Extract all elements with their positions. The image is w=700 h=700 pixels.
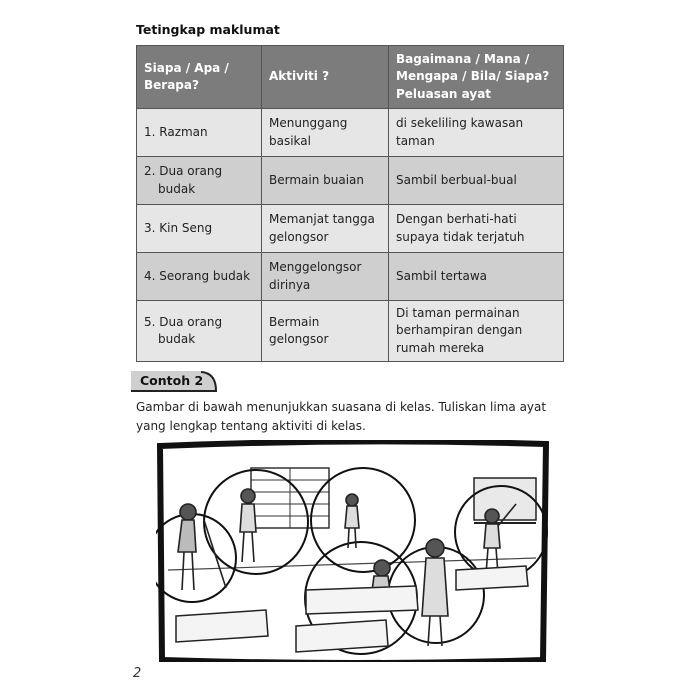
cell-line: budak <box>158 181 196 196</box>
header-line: Bagaimana / Mana / <box>396 51 530 66</box>
cell-line: 2. Dua orang <box>144 164 223 179</box>
header-line: Berapa? <box>144 78 199 92</box>
page-number: 2 <box>133 666 142 681</box>
cell-who <box>137 109 262 157</box>
cell-line: 5. Dua orang <box>144 314 223 329</box>
cell-line: gelongsor <box>269 229 329 244</box>
cell-line: budak <box>158 332 196 347</box>
header-line: Peluasan ayat <box>396 86 492 101</box>
cell-line: 4. Seorang budak <box>144 268 251 283</box>
cell-line: Memanjat tangga <box>269 212 375 227</box>
cell-line: rumah mereka <box>396 340 485 355</box>
table-row <box>137 301 564 362</box>
cell-extension <box>389 157 564 205</box>
instruction-text: Gambar di bawah menunjukkan suasana di kelas. Tuliskan lima ayat yang lengkap tentang aktiviti di kelas. <box>136 400 547 433</box>
table-row <box>137 157 564 205</box>
cell-line: taman <box>396 133 435 148</box>
cell-line: Di taman permainan <box>396 306 520 320</box>
example-heading <box>131 371 217 392</box>
table-row <box>137 205 564 253</box>
cell-line: di sekeliling kawasan <box>396 116 524 131</box>
classroom-illustration <box>156 440 549 662</box>
cell-line: 3. Kin Seng <box>144 220 213 235</box>
cell-who <box>137 301 262 362</box>
cell-extension <box>389 109 564 157</box>
cell-line: dirinya <box>269 277 311 292</box>
cell-line: Menggelongsor <box>269 260 362 275</box>
header-who <box>137 46 262 109</box>
header-extension <box>389 46 564 109</box>
cell-who <box>137 157 262 205</box>
cell-activity <box>262 205 389 253</box>
cell-activity <box>262 157 389 205</box>
cell-line: supaya tidak terjatuh <box>396 229 525 244</box>
cell-line: Bermain gelongsor <box>269 314 329 347</box>
cell-line: Dengan berhati-hati <box>396 212 517 227</box>
cell-line: basikal <box>269 133 311 148</box>
header-activity <box>262 46 389 109</box>
cell-activity <box>262 109 389 157</box>
cell-who <box>137 205 262 253</box>
cell-line: 1. Razman <box>144 124 208 139</box>
section-title: Tetingkap maklumat <box>136 22 280 37</box>
cell-extension <box>389 205 564 253</box>
table-row <box>137 109 564 157</box>
header-line: Mengapa / Bila/ Siapa? <box>396 69 550 84</box>
header-line: Siapa / Apa / <box>144 60 229 75</box>
cell-extension <box>389 301 564 362</box>
table-row <box>137 253 564 301</box>
cell-activity <box>262 253 389 301</box>
cell-line: Sambil berbual-bual <box>396 172 517 187</box>
table-header-row <box>137 46 564 109</box>
cell-line: berhampiran dengan <box>396 323 523 338</box>
cell-line: Bermain buaian <box>269 172 365 187</box>
header-line: Aktiviti ? <box>269 69 330 84</box>
cell-extension <box>389 253 564 301</box>
cell-who <box>137 253 262 301</box>
cell-line: Menunggang <box>269 116 348 131</box>
cell-activity <box>262 301 389 362</box>
example-label: Contoh 2 <box>140 373 204 388</box>
info-table <box>136 45 564 362</box>
cell-line: Sambil tertawa <box>396 268 488 283</box>
